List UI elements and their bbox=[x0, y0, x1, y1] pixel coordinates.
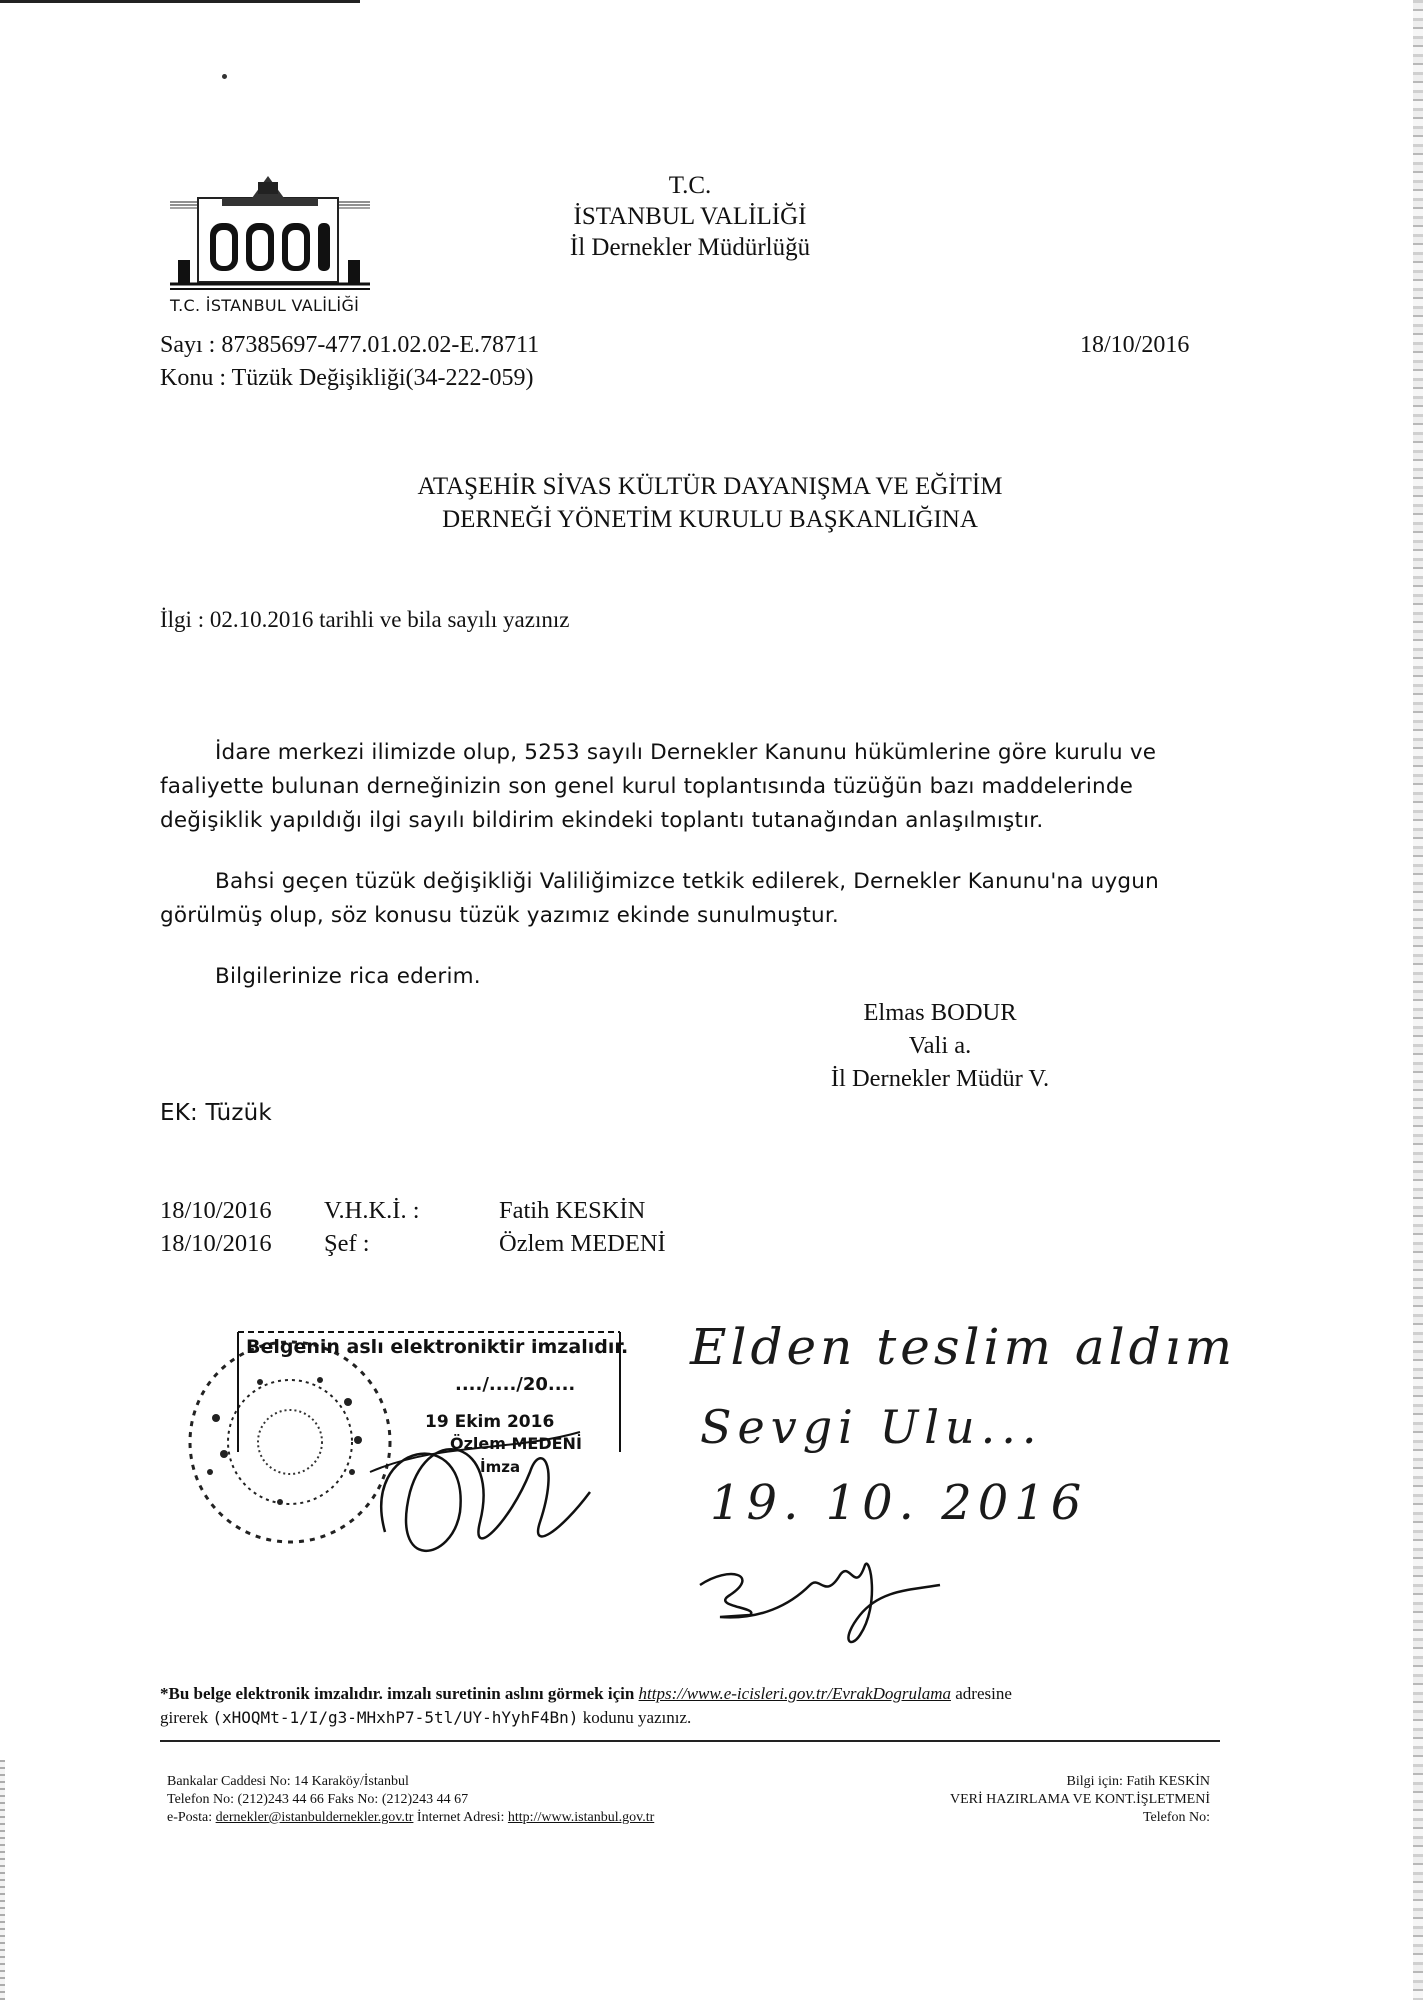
document-date: 18/10/2016 bbox=[1080, 332, 1190, 358]
footer-web-link[interactable]: http://www.istanbul.gov.tr bbox=[507, 1810, 655, 1825]
logo-caption: T.C. İSTANBUL VALİLİĞİ bbox=[170, 296, 360, 315]
addressee bbox=[300, 470, 1120, 536]
body-p2-line-1: Bahsi geçen tüzük değişikliği Valiliğimizce tetkik edilerek, Dernekler Kanunu'na uygun bbox=[215, 869, 1159, 894]
letterhead-tc: T.C. bbox=[668, 172, 712, 199]
footer-info-person: Bilgi için: Fatih KESKİN bbox=[1066, 1774, 1210, 1789]
approval-date: 18/10/2016 bbox=[160, 1197, 272, 1224]
footer-web-label: İnternet Adresi: bbox=[413, 1810, 508, 1825]
footnote-line-1 bbox=[160, 1682, 1012, 1706]
footer-contact bbox=[167, 1773, 654, 1827]
signer-name: Elmas BODUR bbox=[863, 999, 1017, 1026]
governorship-logo bbox=[170, 168, 370, 292]
ilgi-reference: İlgi : 02.10.2016 tarihli ve bila sayılı yazınız bbox=[160, 607, 570, 632]
footer-address: Bankalar Caddesi No: 14 Karaköy/İstanbul bbox=[167, 1774, 409, 1789]
handwritten-receipt-date: 19. 10. 2016 bbox=[710, 1475, 1088, 1531]
signer-title-2: İl Dernekler Müdür V. bbox=[830, 1065, 1050, 1092]
stamp-name: Özlem MEDENİ bbox=[450, 1434, 582, 1453]
scan-top-rule bbox=[0, 0, 360, 3]
addressee-line-2: DERNEĞİ YÖNETİM KURULU BAŞKANLIĞINA bbox=[442, 506, 978, 533]
handwritten-receipt-line-1: Elden teslim aldım bbox=[690, 1318, 1237, 1376]
body-p3: Bilgilerinize rica ederim. bbox=[215, 964, 481, 989]
konu-line bbox=[160, 362, 539, 395]
footnote-line-2 bbox=[160, 1706, 1012, 1730]
approvals bbox=[160, 1194, 666, 1260]
footer-email-label: e-Posta: bbox=[167, 1810, 216, 1825]
footnote-suffix: adresine bbox=[950, 1684, 1012, 1703]
signature-block bbox=[780, 996, 1100, 1095]
scan-right-edge bbox=[1413, 0, 1423, 2000]
footer-info-unit: VERİ HAZIRLAMA VE KONT.İŞLETMENİ bbox=[949, 1792, 1210, 1807]
letterhead-department: İl Dernekler Müdürlüğü bbox=[569, 234, 811, 261]
addressee-line-1: ATAŞEHİR SİVAS KÜLTÜR DAYANIŞMA VE EĞİTİM bbox=[417, 473, 1003, 500]
footer-email-link[interactable]: dernekler@istanbuldernekler.gov.tr bbox=[215, 1810, 414, 1825]
footnote-line2-suffix: kodunu yazınız. bbox=[578, 1708, 692, 1727]
enclosure: EK: Tüzük bbox=[160, 1100, 272, 1126]
body-p1-line-1: İdare merkezi ilimizde olup, 5253 sayılı Dernekler Kanunu hükümlerine göre kurulu ve bbox=[215, 740, 1157, 765]
letter-body bbox=[160, 736, 1220, 994]
footer-info bbox=[860, 1773, 1210, 1827]
konu-value: : Tüzük Değişikliği(34-222-059) bbox=[219, 365, 534, 391]
approval-row bbox=[160, 1194, 666, 1227]
scan-speck bbox=[222, 74, 227, 79]
approval-name: Özlem MEDENİ bbox=[499, 1230, 666, 1257]
verification-footnote bbox=[160, 1682, 1012, 1730]
handwritten-receipt-line-2: Sevgi Ulu... bbox=[700, 1400, 1043, 1454]
approval-date: 18/10/2016 bbox=[160, 1230, 272, 1257]
footer-divider bbox=[160, 1740, 1220, 1742]
stamp-date-blank: ..../..../20.... bbox=[455, 1374, 576, 1395]
stamp-area bbox=[180, 1322, 650, 1582]
body-p1-line-2: faaliyette bulunan derneğinizin son genel kurul toplantısında tüzüğün bazı maddelerinde bbox=[160, 774, 1134, 799]
handwritten-signature bbox=[690, 1545, 950, 1655]
body-p1-line-3: değişiklik yapıldığı ilgi sayılı bildirim ekindeki toplantı tutanağından anlaşılmıştır. bbox=[160, 808, 1044, 833]
sayi-value: : 87385697-477.01.02.02-E.78711 bbox=[208, 332, 540, 358]
footnote-line2-prefix: girerek bbox=[160, 1708, 213, 1727]
approval-row bbox=[160, 1227, 666, 1260]
footer-email-line bbox=[167, 1809, 654, 1827]
stamp-role: İmza bbox=[480, 1458, 521, 1476]
reference-block bbox=[160, 329, 539, 395]
approval-role: V.H.K.İ. : bbox=[324, 1197, 420, 1224]
verification-code: (xHOQMt-1/I/g3-MHxhP7-5tl/UY-hYyhF4Bn) bbox=[212, 1708, 579, 1727]
stamp-date: 19 Ekim 2016 bbox=[425, 1412, 555, 1432]
footer-info-tel: Telefon No: bbox=[1142, 1810, 1210, 1825]
signer-title-1: Vali a. bbox=[908, 1032, 972, 1059]
verification-link[interactable]: https://www.e-icisleri.gov.tr/EvrakDogrulama bbox=[638, 1684, 951, 1703]
footnote-prefix: *Bu belge elektronik imzalıdır. imzalı suretinin aslını görmek için bbox=[160, 1684, 639, 1703]
footer-phone: Telefon No: (212)243 44 66 Faks No: (212)243 44 67 bbox=[167, 1792, 469, 1807]
body-p2-line-2: görülmüş olup, söz konusu tüzük yazımız ekinde sunulmuştur. bbox=[160, 903, 839, 928]
approval-role: Şef : bbox=[324, 1230, 370, 1257]
stamp-header: Belgenin aslı elektroniktir imzalıdır. bbox=[246, 1336, 629, 1358]
approval-name: Fatih KESKİN bbox=[499, 1197, 646, 1224]
scan-left-edge bbox=[0, 1760, 5, 2000]
konu-label: Konu bbox=[160, 365, 214, 391]
sayi-label: Sayı bbox=[160, 332, 203, 358]
sayi-line bbox=[160, 329, 539, 362]
letterhead-institution: İSTANBUL VALİLİĞİ bbox=[573, 203, 807, 230]
letterhead bbox=[500, 170, 880, 263]
